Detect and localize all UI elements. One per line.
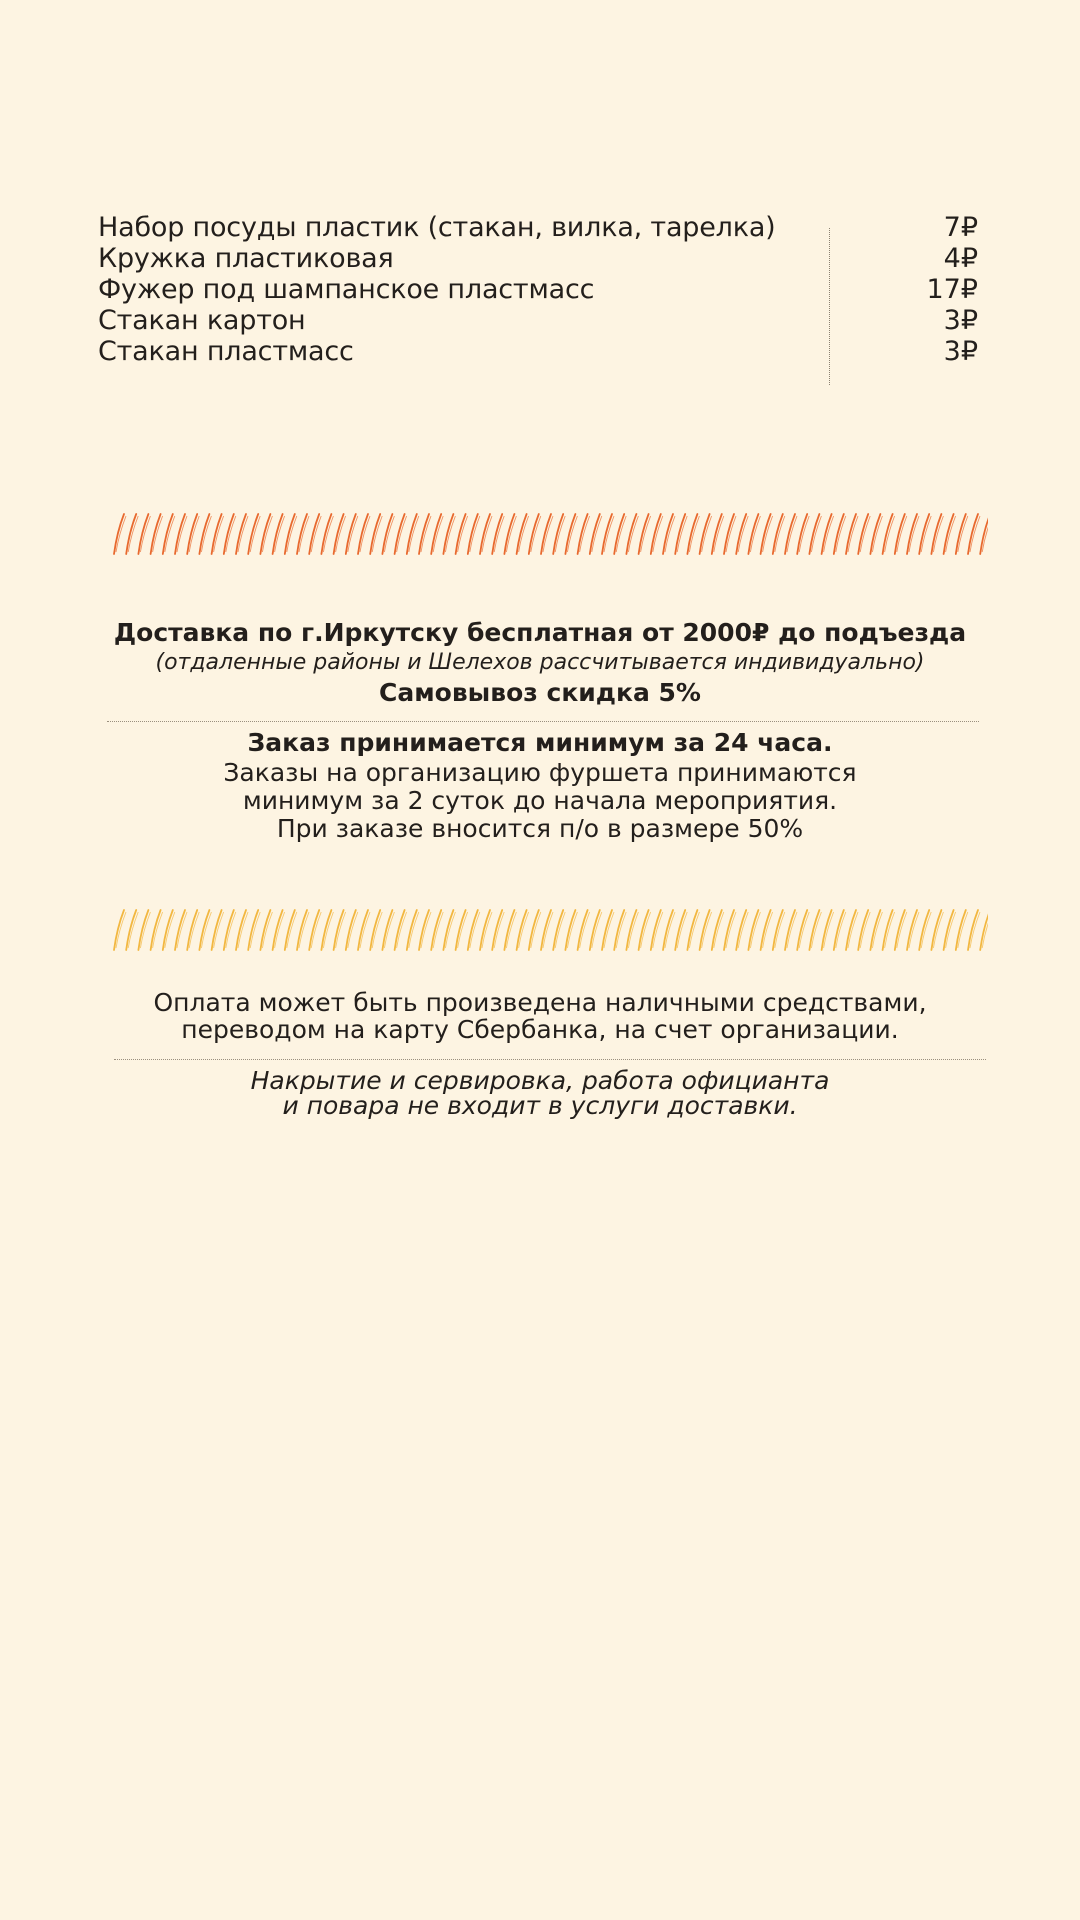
hatch-stroke	[151, 514, 161, 554]
hatch-stroke	[700, 514, 710, 554]
hatch-stroke	[443, 514, 453, 554]
hatch-stroke	[675, 514, 685, 554]
hatch-stroke	[187, 910, 197, 950]
delivery-note: (отдаленные районы и Шелехов рассчитывается индивидуально)	[155, 650, 925, 675]
hatch-stroke	[395, 910, 405, 950]
hatch-stroke	[663, 514, 673, 554]
hatch-stroke	[480, 910, 490, 950]
hatch-stroke	[321, 514, 331, 554]
hatch-stroke	[199, 910, 209, 950]
hatch-stroke	[212, 910, 222, 950]
hatch-stroke	[785, 514, 795, 554]
hatch-stroke	[175, 910, 185, 950]
hatch-stroke	[358, 910, 368, 950]
hatch-stroke	[797, 514, 807, 554]
hatch-stroke	[382, 514, 392, 554]
yellow-hatch-pattern	[110, 906, 988, 954]
hatch-stroke	[517, 910, 527, 950]
hatch-stroke	[846, 514, 856, 554]
hatch-stroke	[480, 514, 490, 554]
hatch-stroke	[724, 910, 734, 950]
dotted-separator	[107, 721, 979, 722]
hatch-stroke	[248, 514, 258, 554]
hatch-stroke	[626, 514, 636, 554]
service-line: Накрытие и сервировка, работа официанта	[250, 1066, 830, 1095]
hatch-stroke	[907, 910, 917, 950]
hatch-stroke	[626, 910, 636, 950]
hatch-stroke	[651, 910, 661, 950]
yellow-hatch-divider	[110, 906, 988, 954]
hatch-stroke	[614, 910, 624, 950]
hatch-stroke	[602, 514, 612, 554]
hatch-stroke	[187, 514, 197, 554]
hatch-stroke	[614, 514, 624, 554]
item-name: Стакан пластмасс	[98, 336, 354, 367]
hatch-stroke	[541, 514, 551, 554]
item-price: 4₽	[943, 243, 978, 274]
hatch-stroke	[956, 910, 966, 950]
hatch-stroke	[114, 514, 124, 554]
item-name: Стакан картон	[98, 305, 306, 336]
hatch-stroke	[334, 910, 344, 950]
hatch-stroke	[126, 910, 136, 950]
hatch-stroke	[944, 910, 954, 950]
hatch-stroke	[285, 514, 295, 554]
item-price: 3₽	[943, 336, 978, 367]
hatch-stroke	[163, 910, 173, 950]
hatch-stroke	[687, 910, 697, 950]
hatch-stroke	[919, 910, 929, 950]
delivery-info	[0, 617, 1080, 709]
pickup-discount: Самовывоз скидка 5%	[379, 678, 701, 707]
hatch-stroke	[273, 910, 283, 950]
hatch-stroke	[175, 514, 185, 554]
hatch-stroke	[334, 514, 344, 554]
hatch-stroke	[895, 514, 905, 554]
item-price: 7₽	[943, 212, 978, 243]
hatch-stroke	[529, 910, 539, 950]
hatch-strokes	[114, 514, 988, 554]
hatch-stroke	[834, 910, 844, 950]
hatch-stroke	[968, 910, 978, 950]
hatch-stroke	[407, 910, 417, 950]
hatch-stroke	[395, 514, 405, 554]
hatch-stroke	[114, 910, 124, 950]
hatch-stroke	[700, 910, 710, 950]
hatch-stroke	[809, 910, 819, 950]
hatch-stroke	[321, 910, 331, 950]
service-line: и повара не входит в услуги доставки.	[282, 1091, 798, 1120]
order-line: Заказы на организацию фуршета принимаются	[223, 758, 857, 787]
hatch-stroke	[553, 910, 563, 950]
hatch-stroke	[297, 514, 307, 554]
hatch-stroke	[822, 514, 832, 554]
order-line: минимум за 2 суток до начала мероприятия.	[242, 786, 838, 815]
hatch-stroke	[358, 514, 368, 554]
hatch-stroke	[199, 514, 209, 554]
price-row	[98, 336, 978, 367]
hatch-stroke	[748, 910, 758, 950]
hatch-stroke	[907, 514, 917, 554]
hatch-stroke	[309, 514, 319, 554]
hatch-stroke	[578, 910, 588, 950]
order-title: Заказ принимается минимум за 24 часа.	[247, 728, 833, 757]
hatch-stroke	[212, 514, 222, 554]
hatch-stroke	[797, 910, 807, 950]
hatch-stroke	[687, 514, 697, 554]
hatch-stroke	[504, 514, 514, 554]
hatch-stroke	[931, 514, 941, 554]
hatch-stroke	[565, 910, 575, 950]
hatch-stroke	[712, 910, 722, 950]
hatch-stroke	[883, 514, 893, 554]
hatch-stroke	[883, 910, 893, 950]
hatch-stroke	[504, 910, 514, 950]
hatch-stroke	[980, 514, 988, 554]
item-name: Кружка пластиковая	[98, 243, 394, 274]
hatch-stroke	[236, 910, 246, 950]
delivery-title: Доставка по г.Иркутску бесплатная от 2000₽ до подъезда	[113, 618, 967, 647]
hatch-stroke	[834, 514, 844, 554]
service-note	[0, 1068, 1080, 1118]
price-row	[98, 305, 978, 336]
hatch-stroke	[163, 514, 173, 554]
hatch-stroke	[370, 514, 380, 554]
hatch-stroke	[553, 514, 563, 554]
hatch-stroke	[431, 910, 441, 950]
payment-info	[0, 989, 1080, 1043]
hatch-stroke	[151, 910, 161, 950]
hatch-stroke	[809, 514, 819, 554]
hatch-stroke	[773, 514, 783, 554]
hatch-stroke	[260, 910, 270, 950]
price-column-divider	[829, 228, 830, 385]
hatch-stroke	[492, 514, 502, 554]
price-row	[98, 212, 978, 243]
hatch-stroke	[895, 910, 905, 950]
order-line: При заказе вносится п/о в размере 50%	[276, 814, 804, 843]
hatch-stroke	[529, 514, 539, 554]
hatch-stroke	[944, 514, 954, 554]
hatch-stroke	[236, 514, 246, 554]
orange-hatch-pattern	[110, 510, 988, 558]
hatch-stroke	[309, 910, 319, 950]
hatch-stroke	[639, 514, 649, 554]
hatch-stroke	[919, 514, 929, 554]
hatch-stroke	[419, 514, 429, 554]
hatch-stroke	[565, 514, 575, 554]
hatch-stroke	[456, 514, 466, 554]
hatch-stroke	[517, 514, 527, 554]
hatch-stroke	[858, 910, 868, 950]
hatch-stroke	[468, 910, 478, 950]
hatch-stroke	[724, 514, 734, 554]
hatch-stroke	[138, 514, 148, 554]
hatch-stroke	[663, 910, 673, 950]
hatch-stroke	[578, 514, 588, 554]
hatch-stroke	[748, 514, 758, 554]
price-row	[98, 243, 978, 274]
hatch-stroke	[651, 514, 661, 554]
hatch-stroke	[870, 514, 880, 554]
hatch-stroke	[773, 910, 783, 950]
hatch-stroke	[858, 514, 868, 554]
hatch-stroke	[541, 910, 551, 950]
item-name: Набор посуды пластик (стакан, вилка, тарелка)	[98, 212, 776, 243]
hatch-stroke	[138, 910, 148, 950]
hatch-stroke	[956, 514, 966, 554]
hatch-stroke	[968, 514, 978, 554]
hatch-strokes	[114, 910, 988, 950]
hatch-stroke	[980, 910, 988, 950]
hatch-stroke	[407, 514, 417, 554]
hatch-stroke	[346, 514, 356, 554]
hatch-stroke	[590, 514, 600, 554]
hatch-stroke	[224, 514, 234, 554]
hatch-stroke	[370, 910, 380, 950]
hatch-stroke	[870, 910, 880, 950]
hatch-stroke	[273, 514, 283, 554]
hatch-stroke	[260, 514, 270, 554]
payment-line: переводом на карту Сбербанка, на счет организации.	[181, 1015, 899, 1044]
hatch-stroke	[590, 910, 600, 950]
hatch-stroke	[736, 514, 746, 554]
orange-hatch-divider	[110, 510, 988, 558]
hatch-stroke	[712, 514, 722, 554]
hatch-stroke	[346, 910, 356, 950]
dotted-separator	[114, 1059, 986, 1060]
hatch-stroke	[297, 910, 307, 950]
hatch-stroke	[431, 514, 441, 554]
hatch-stroke	[602, 910, 612, 950]
disposable-tableware-price-list	[98, 212, 978, 367]
price-row	[98, 274, 978, 305]
item-price: 3₽	[943, 305, 978, 336]
hatch-stroke	[931, 910, 941, 950]
hatch-stroke	[675, 910, 685, 950]
hatch-stroke	[822, 910, 832, 950]
hatch-stroke	[285, 910, 295, 950]
hatch-stroke	[846, 910, 856, 950]
hatch-stroke	[382, 910, 392, 950]
hatch-stroke	[761, 514, 771, 554]
hatch-stroke	[126, 514, 136, 554]
hatch-stroke	[419, 910, 429, 950]
hatch-stroke	[761, 910, 771, 950]
hatch-stroke	[492, 910, 502, 950]
hatch-stroke	[736, 910, 746, 950]
hatch-stroke	[785, 910, 795, 950]
hatch-stroke	[639, 910, 649, 950]
hatch-stroke	[443, 910, 453, 950]
payment-line: Оплата может быть произведена наличными средствами,	[153, 988, 927, 1017]
item-name: Фужер под шампанское пластмасс	[98, 274, 595, 305]
hatch-stroke	[456, 910, 466, 950]
hatch-stroke	[248, 910, 258, 950]
hatch-stroke	[468, 514, 478, 554]
item-price: 17₽	[926, 274, 978, 305]
order-terms	[0, 727, 1080, 843]
hatch-stroke	[224, 910, 234, 950]
